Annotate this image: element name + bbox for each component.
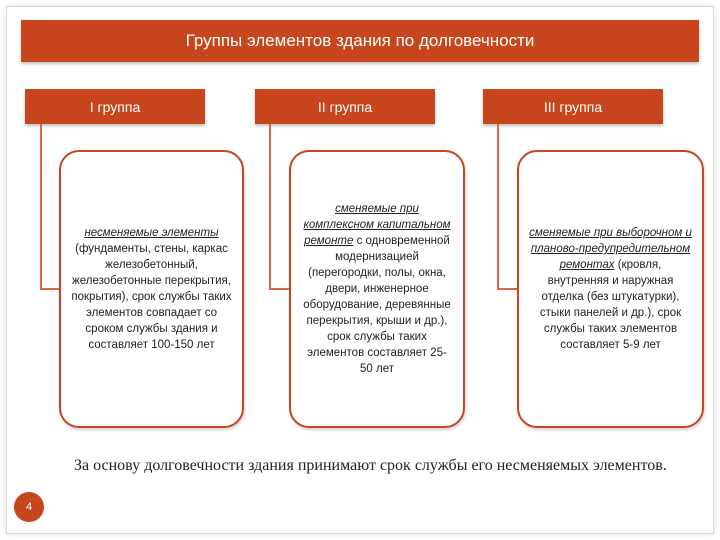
group-3-lead: сменяемые при выборочном и планово-предупредительном ремонтах	[529, 227, 692, 271]
group-1-connector-vertical	[40, 124, 42, 290]
group-1-header	[25, 89, 205, 124]
slide-title-text: Группы элементов здания по долговечности	[185, 31, 535, 50]
group-1-connector-horizontal	[40, 288, 61, 290]
group-2-connector-horizontal	[269, 288, 291, 290]
group-2-connector-vertical	[269, 124, 271, 290]
group-1-header-label: I группа	[89, 98, 141, 115]
group-1-lead: несменяемые элементы	[84, 227, 219, 239]
group-1-body: (фундаменты, стены, каркас железобетонный, железобетонные перекрытия, покрытия), срок службы таких элементов совпадает со сроком службы здания и составляет 100-150 лет	[71, 243, 232, 351]
group-3-card	[517, 150, 704, 428]
group-3-header	[483, 89, 663, 124]
group-2-header	[255, 89, 435, 124]
group-1-card	[59, 150, 244, 428]
group-2-body: с одновременной модернизацией (перегородки, полы, окна, двери, инженерное оборудование, деревянные перекрытия, крыши и др.), срок службы таких элементов составляет 25-50 лет	[303, 235, 451, 375]
group-2-lead: сменяемые при комплексном капитальном ремонте	[303, 203, 451, 247]
group-2-header-label: II группа	[317, 98, 373, 115]
group-3-connector-horizontal	[497, 288, 519, 290]
footer-note: За основу долговечности здания принимают срок службы его несменяемых элементов.	[74, 457, 667, 474]
page-number-badge	[14, 492, 44, 522]
group-2-card	[289, 150, 465, 428]
page-number: 4	[25, 501, 33, 513]
group-3-connector-vertical	[497, 124, 499, 290]
slide-title	[21, 20, 699, 62]
group-3-body: (кровля, внутренняя и наружная отделка (без штукатурки), стыки панелей и др.), срок службы таких элементов составляет 5-9 лет	[539, 259, 682, 351]
group-3-header-label: III группа	[543, 98, 603, 115]
